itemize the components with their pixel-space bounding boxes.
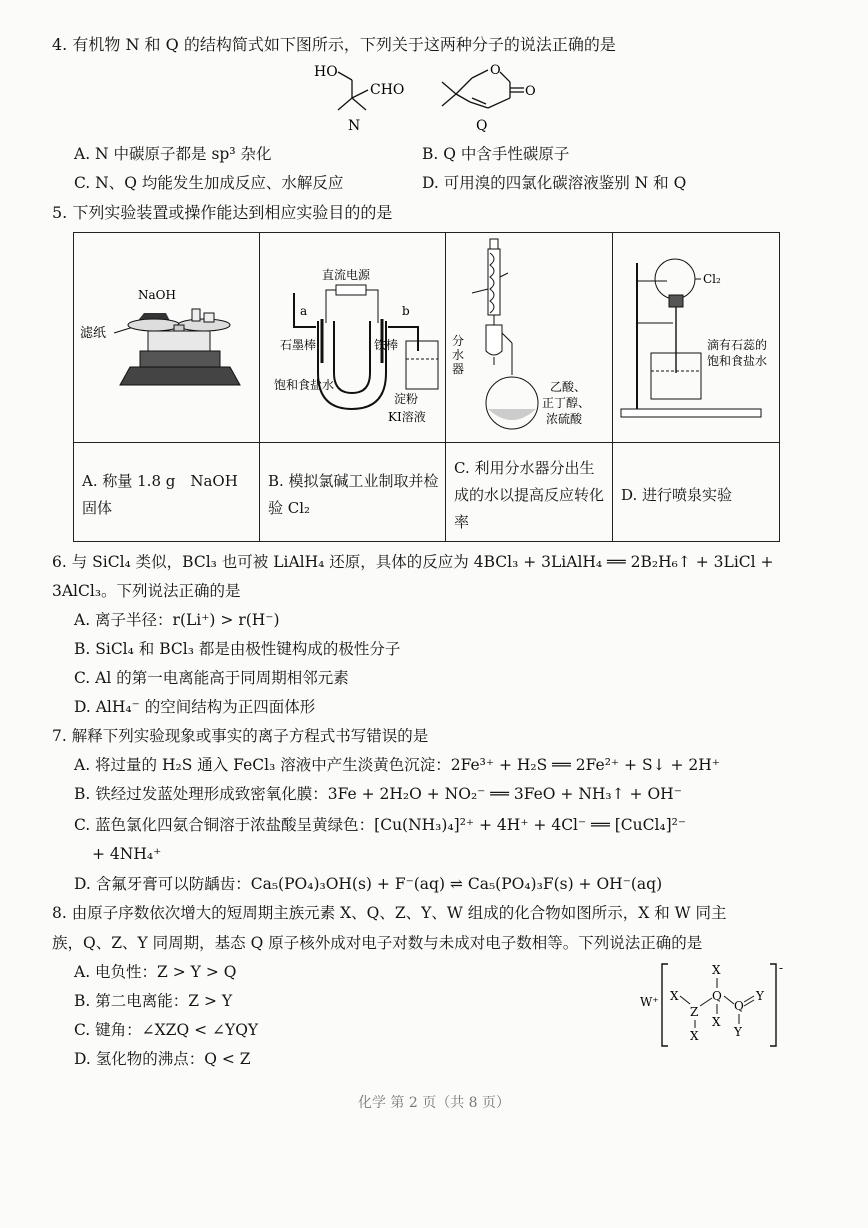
caption-b[interactable]: B. 模拟氯碱工业制取并检验 Cl₂ bbox=[260, 443, 446, 542]
q6-option-d[interactable]: D. AlH₄⁻ 的空间结构为正四面体形 bbox=[74, 698, 316, 716]
panel-c-r2: 正丁醇、 bbox=[542, 396, 591, 410]
struct-x-top: X bbox=[712, 963, 721, 977]
struct-x-bottom: X bbox=[690, 1029, 699, 1043]
separator-illustration bbox=[446, 233, 611, 438]
panel-b-a: a bbox=[300, 304, 308, 318]
struct-x-left: X bbox=[670, 989, 679, 1003]
question-6-stem-1: 6. 与 SiCl₄ 类似，BCl₃ 也可被 LiAlH₄ 还原，具体的反应为 4BCl₃ + 3LiAlH₄ ══ 2B₂H₆↑ + 3LiCl + bbox=[52, 553, 774, 571]
question-8-stem-1: 8. 由原子序数依次增大的短周期主族元素 X、Q、Z、Y、W 组成的化合物如图所示，X 和 W 同主 bbox=[52, 904, 727, 922]
struct-n-ho: HO bbox=[314, 64, 338, 80]
q8-option-b[interactable]: B. 第二电离能：Z > Y bbox=[74, 992, 233, 1010]
q4-option-d[interactable]: D. 可用溴的四氯化碳溶液鉴别 N 和 Q bbox=[422, 174, 687, 192]
panel-d-fountain bbox=[613, 233, 780, 443]
page-footer: 化学 第 2 页（共 8 页） bbox=[357, 1095, 511, 1111]
question-6-stem-2: 3AlCl₃。下列说法正确的是 bbox=[52, 582, 241, 600]
panel-b-electrolysis bbox=[260, 233, 446, 443]
struct-y-right: Y bbox=[756, 989, 764, 1003]
struct-q-o-carbonyl: O bbox=[525, 84, 536, 99]
structure-q bbox=[436, 58, 546, 138]
question-8-stem-2: 族，Q、Z、Y 同周期，基态 Q 原子核外成对电子对数与未成对电子数相等。下列说法正确的是 bbox=[52, 934, 703, 952]
panel-d-d1: 滴有石蕊的 bbox=[707, 338, 768, 352]
electrolysis-illustration bbox=[260, 233, 444, 438]
q4-option-a[interactable]: A. N 中碳原子都是 sp³ 杂化 bbox=[74, 145, 272, 163]
q4-option-c[interactable]: C. N、Q 均能发生加成反应、水解反应 bbox=[74, 174, 344, 192]
fountain-illustration bbox=[613, 233, 778, 438]
q7-option-a[interactable]: A. 将过量的 H₂S 通入 FeCl₃ 溶液中产生淡黄色沉淀：2Fe³⁺ + H₂S ══ 2Fe²⁺ + S↓ + 2H⁺ bbox=[74, 756, 720, 774]
panel-b-b: b bbox=[402, 304, 410, 318]
q6-option-b[interactable]: B. SiCl₄ 和 BCl₃ 都是由极性键构成的极性分子 bbox=[74, 640, 401, 658]
q8-option-c[interactable]: C. 键角：∠XZQ < ∠YQY bbox=[74, 1021, 259, 1039]
q7-option-d[interactable]: D. 含氟牙膏可以防龋齿：Ca₅(PO₄)₃OH(s) + F⁻(aq) ⇌ Ca₅(PO₄)₃F(s) + OH⁻(aq) bbox=[74, 875, 663, 893]
panel-d-cl2: Cl₂ bbox=[703, 272, 721, 286]
struct-x-mid: X bbox=[712, 1015, 721, 1029]
q8-option-a[interactable]: A. 电负性：Z > Y > Q bbox=[74, 963, 237, 981]
q7-option-c-cont: + 4NH₄⁺ bbox=[92, 845, 162, 863]
q4-option-b[interactable]: B. Q 中含手性碳原子 bbox=[422, 145, 570, 163]
panel-a-paper: 滤纸 bbox=[80, 326, 107, 341]
struct-q-right: Q bbox=[734, 999, 744, 1013]
panel-b-iron: 铁棒 bbox=[374, 338, 399, 352]
structure-n bbox=[308, 58, 428, 138]
caption-c[interactable]: C. 利用分水器分出生成的水以提高反应转化率 bbox=[446, 443, 613, 542]
panel-b-ki: KI溶液 bbox=[388, 410, 426, 424]
panel-a-naoh: NaOH bbox=[138, 288, 176, 302]
q7-option-b[interactable]: B. 铁经过发蓝处理形成致密氧化膜：3Fe + 2H₂O + NO₂⁻ ══ 3FeO + NH₃↑ + OH⁻ bbox=[74, 785, 682, 803]
question-5-stem: 5. 下列实验装置或操作能达到相应实验目的的是 bbox=[52, 203, 393, 222]
panel-c-sep-3: 器 bbox=[452, 362, 465, 376]
panel-b-power: 直流电源 bbox=[322, 268, 371, 282]
panel-c-sep-1: 分 bbox=[452, 334, 465, 348]
panel-b-graphite: 石墨棒 bbox=[280, 338, 317, 352]
q6-option-c[interactable]: C. Al 的第一电离能高于同周期相邻元素 bbox=[74, 669, 349, 687]
struct-n-cho: CHO bbox=[370, 82, 405, 98]
struct-w: W⁺ bbox=[640, 995, 659, 1009]
struct-q-label: Q bbox=[476, 118, 488, 134]
question-4-stem: 4. 有机物 N 和 Q 的结构简式如下图所示，下列关于这两种分子的说法正确的是 bbox=[52, 35, 616, 54]
panel-c-separator bbox=[446, 233, 613, 443]
q8-structure bbox=[640, 958, 800, 1054]
q6-option-a[interactable]: A. 离子半径：r(Li⁺) > r(H⁻) bbox=[74, 611, 280, 629]
balance-illustration bbox=[74, 233, 258, 438]
q7-option-c[interactable]: C. 蓝色氯化四氨合铜溶于浓盐酸呈黄绿色：[Cu(NH₃)₄]²⁺ + 4H⁺ + 4Cl⁻ ══ [CuCl₄]²⁻ bbox=[74, 816, 687, 834]
q8-option-d[interactable]: D. 氢化物的沸点：Q < Z bbox=[74, 1050, 251, 1068]
struct-q-center: Q bbox=[712, 989, 722, 1003]
panel-d-d2: 饱和食盐水 bbox=[707, 354, 768, 368]
caption-a[interactable]: A. 称量 1.8 g NaOH 固体 bbox=[74, 443, 260, 542]
struct-n-label: N bbox=[348, 118, 361, 134]
panel-b-starch: 淀粉 bbox=[394, 392, 419, 406]
panel-c-r3: 浓硫酸 bbox=[546, 412, 583, 426]
struct-y-bottom: Y bbox=[734, 1025, 742, 1039]
caption-d[interactable]: D. 进行喷泉实验 bbox=[613, 443, 780, 542]
struct-q-o-ring: O bbox=[490, 63, 501, 78]
panel-c-sep-2: 水 bbox=[452, 348, 465, 362]
panel-b-brine: 饱和食盐水 bbox=[274, 378, 335, 392]
struct-z: Z bbox=[690, 1005, 699, 1019]
experiment-table bbox=[73, 232, 780, 542]
panel-a-balance bbox=[74, 233, 260, 443]
panel-c-r1: 乙酸、 bbox=[550, 380, 587, 394]
question-7-stem: 7. 解释下列实验现象或事实的离子方程式书写错误的是 bbox=[52, 727, 429, 745]
struct-charge: - bbox=[779, 961, 784, 975]
